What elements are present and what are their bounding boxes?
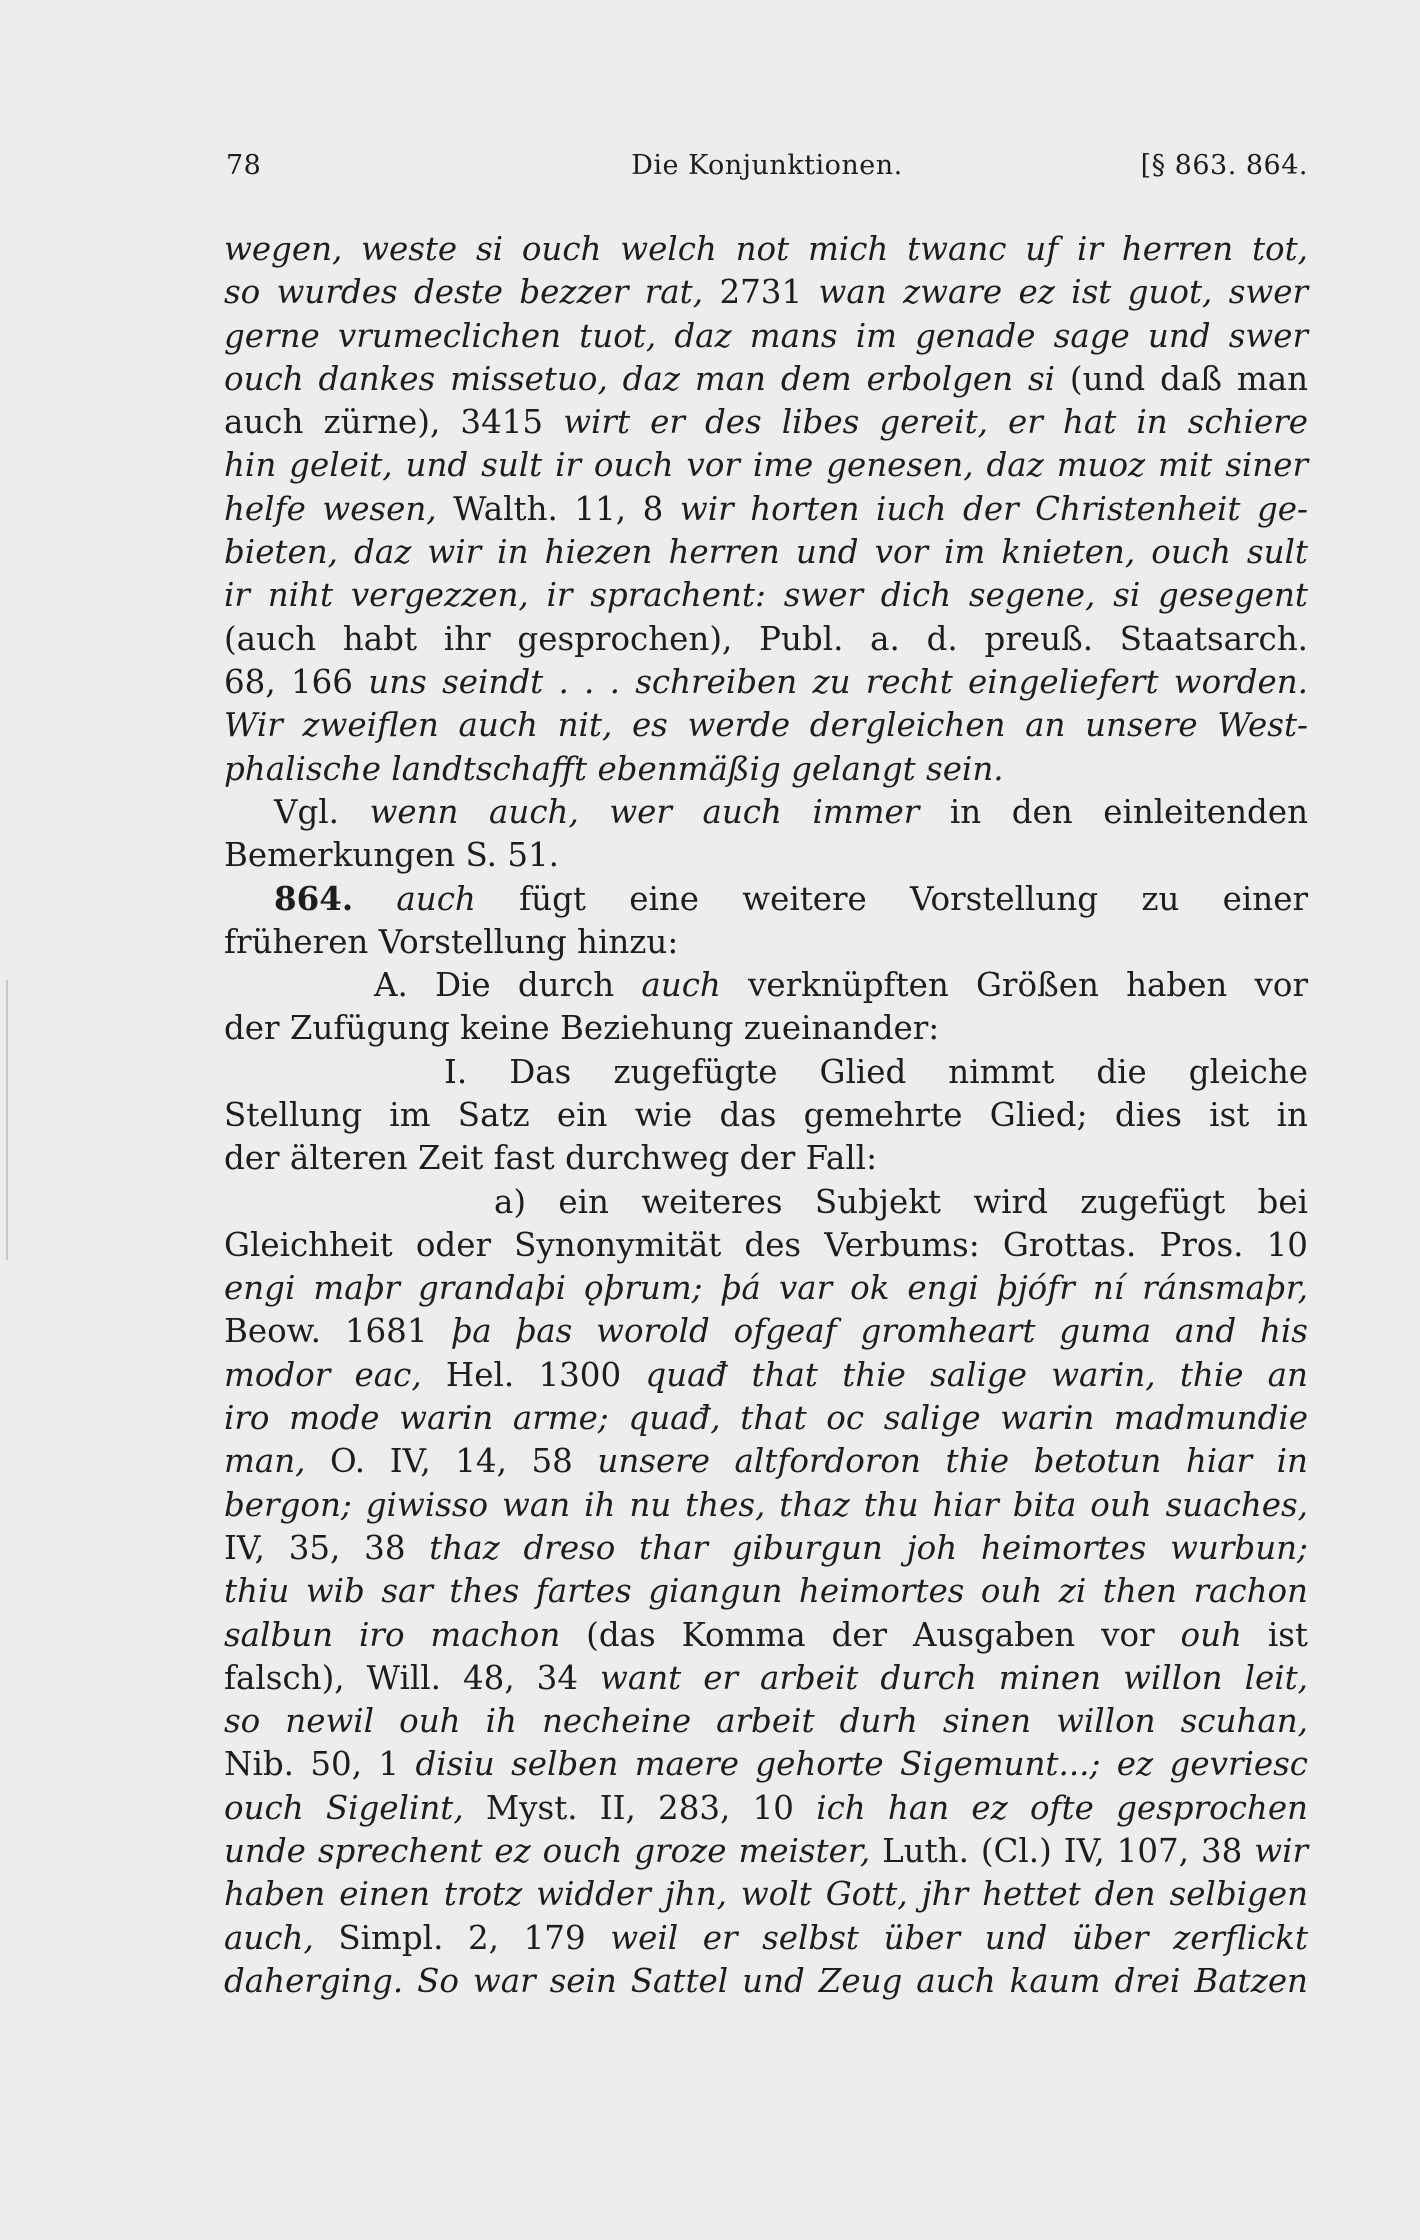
text-line <box>224 488 1308 531</box>
text-line <box>224 1094 1308 1137</box>
italic-text: ouch dankes missetuo, daz man dem erbolgen si <box>224 359 1056 398</box>
roman-text: fügt eine weitere Vorstellung zu einer <box>475 880 1308 919</box>
italic-text: so wurdes deste bezzer rat, <box>224 273 704 312</box>
text-line <box>224 1051 1308 1094</box>
italic-text: auch <box>641 966 721 1005</box>
roman-text: verknüpften Größen haben vor <box>720 966 1308 1005</box>
italic-text: daherging. So war sein Sattel und Zeug auch kaum drei Batzen <box>224 1961 1308 2000</box>
running-header <box>226 150 1308 190</box>
text-line <box>224 1787 1308 1830</box>
roman-text: Bemerkungen S. 51. <box>224 836 560 875</box>
text-line <box>224 964 1308 1007</box>
text-line <box>224 661 1308 704</box>
italic-text: engi maþr grandaþi ǫþrum; þá var ok engi þjófr ní ránsmaþr, <box>224 1269 1308 1308</box>
text-line <box>224 704 1308 747</box>
italic-text: disiu selben maere gehorte Sigemunt...; ez gevriesc <box>415 1745 1308 1784</box>
roman-text: Walth. 11, 8 <box>436 489 680 528</box>
text-line <box>224 401 1308 444</box>
text-line <box>224 1181 1308 1224</box>
text-line <box>224 1224 1308 1267</box>
italic-text: quađ that thie salige warin, thie an <box>645 1355 1308 1394</box>
text-line <box>224 1873 1308 1916</box>
italic-text: wir <box>1254 1831 1308 1870</box>
italic-text: want er arbeit durch minen willon leit, <box>600 1658 1308 1697</box>
roman-text: 68, 166 <box>224 662 369 701</box>
italic-text: ouh <box>1180 1615 1242 1654</box>
italic-text: helfe wesen, <box>224 489 437 528</box>
roman-text: Stellung im Satz ein wie das gemehrte Glied; dies ist in <box>224 1095 1308 1134</box>
italic-text: thaz dreso thar giburgun joh heimortes wurbun; <box>429 1528 1309 1567</box>
text-line <box>224 618 1308 661</box>
roman-text: Nib. 50, 1 <box>224 1745 416 1784</box>
roman-text: 2731 <box>703 273 819 312</box>
italic-text: hin geleit, und sult ir ouch vor ime genesen, daz muoz mit siner <box>224 446 1308 485</box>
text-line <box>224 1310 1308 1353</box>
roman-text <box>353 880 396 918</box>
italic-text: thiu wib sar thes fartes giangun heimortes ouh zi then rachon <box>224 1572 1308 1611</box>
roman-text: Beow. 1681 <box>224 1312 452 1351</box>
text-line <box>224 1570 1308 1613</box>
text-line <box>224 228 1308 271</box>
text-line <box>224 1743 1308 1786</box>
roman-text: ist <box>1241 1615 1308 1654</box>
roman-text: Myst. II, 283, 10 <box>463 1788 817 1827</box>
roman-text: Luth. (Cl.) IV, 107, 38 <box>870 1831 1255 1870</box>
italic-text: unsere altfordoron thie betotun hiar in <box>597 1442 1308 1481</box>
roman-text: in den einleitenden <box>919 792 1308 831</box>
running-title: Die Konjunktionen. <box>631 150 903 181</box>
text-line <box>224 748 1308 791</box>
italic-text: wegen, weste si ouch welch not mich twanc uf ir herren tot, <box>224 230 1308 268</box>
roman-text: auch zürne), 3415 <box>224 403 564 442</box>
italic-text: auch <box>396 880 476 919</box>
italic-text: wirt er des libes gereit, er hat in schiere <box>563 403 1308 442</box>
body-text <box>224 228 1308 2003</box>
roman-text: der Zufügung keine Beziehung zueinander: <box>224 1009 940 1048</box>
roman-text: O. IV, 14, 58 <box>305 1442 598 1481</box>
italic-text: Wir zweiflen auch nit, es werde dergleichen an unsere West- <box>224 706 1308 745</box>
italic-text: bieten, daz wir in hiezen herren und vor im knieten, ouch sult <box>224 533 1308 572</box>
text-line <box>224 1830 1308 1873</box>
italic-text: unde sprechent ez ouch groze meister, <box>224 1831 871 1870</box>
italic-text: haben einen trotz widder jhn, wolt Gott, jhr hettet den selbigen <box>224 1875 1308 1914</box>
text-line <box>224 921 1308 964</box>
italic-text: phalische landtschafft ebenmäßig gelangt sein. <box>224 749 1004 788</box>
italic-text: þa þas worold ofgeaf gromheart guma and his <box>451 1312 1308 1351</box>
italic-text: so newil ouh ih necheine arbeit durh sinen willon scuhan, <box>224 1702 1308 1741</box>
roman-text: früheren Vorstellung hinzu: <box>224 922 679 961</box>
italic-text: uns seindt . . . schreiben zu recht eingeliefert worden. <box>368 662 1308 701</box>
text-line <box>224 1527 1308 1570</box>
roman-text: Gleichheit oder Synonymität des Verbums: Grottas. Pros. 10 <box>224 1225 1308 1264</box>
roman-text: (das Komma der Ausgaben vor <box>560 1615 1181 1654</box>
text-line <box>224 791 1308 834</box>
text-line <box>224 1484 1308 1527</box>
text-line <box>224 1960 1308 2003</box>
text-line <box>224 1137 1308 1180</box>
text-line <box>224 1917 1308 1960</box>
italic-text: salbun iro machon <box>224 1615 561 1654</box>
text-line <box>224 877 1308 920</box>
text-line <box>224 1007 1308 1050</box>
text-line <box>224 1440 1308 1483</box>
text-line <box>224 1267 1308 1310</box>
italic-text: ir niht vergezzen, ir sprachent: swer dich segene, si gesegent <box>224 576 1308 615</box>
italic-text: ouch Sigelint, <box>224 1788 464 1827</box>
italic-text: bergon; giwisso wan ih nu thes, thaz thu hiar bita ouh suaches, <box>224 1485 1308 1524</box>
text-line <box>224 1397 1308 1440</box>
italic-text: auch, <box>224 1918 314 1957</box>
italic-text: modor eac, <box>224 1355 422 1394</box>
text-line <box>224 834 1308 877</box>
roman-text: (und daß man <box>1055 359 1308 398</box>
italic-text: wan zware ez ist guot, swer <box>818 273 1308 312</box>
italic-text: wir horten iuch der Christenheit ge- <box>679 489 1308 528</box>
italic-text: ich han ez ofte gesprochen <box>816 1788 1308 1827</box>
italic-text: wenn auch, wer auch immer <box>369 792 920 831</box>
scan-edge-line <box>6 980 8 1260</box>
text-line <box>224 1657 1308 1700</box>
text-line <box>224 1614 1308 1657</box>
text-line <box>224 1354 1308 1397</box>
text-line <box>224 1700 1308 1743</box>
italic-text: weil er selbst über und über zerflickt <box>610 1918 1309 1957</box>
roman-text: Simpl. 2, 179 <box>313 1918 611 1957</box>
roman-text: Hel. 1300 <box>421 1355 646 1394</box>
roman-text: (auch habt ihr gesprochen), Publ. a. d. preuß. Staatsarch. <box>224 619 1308 658</box>
text-line <box>224 574 1308 617</box>
roman-text: der älteren Zeit fast durchweg der Fall: <box>224 1139 878 1178</box>
section-reference: [§ 863. 864. <box>1140 150 1308 181</box>
roman-text: a) ein weiteres Subjekt wird zugefügt bei <box>494 1182 1308 1221</box>
text-line <box>224 531 1308 574</box>
roman-text: falsch), Will. 48, 34 <box>224 1658 601 1697</box>
page-number: 78 <box>226 150 262 181</box>
roman-text: Vgl. <box>274 792 370 831</box>
text-line <box>224 315 1308 358</box>
section-number: 864. <box>274 879 354 919</box>
roman-text: IV, 35, 38 <box>224 1528 430 1567</box>
text-line <box>224 358 1308 401</box>
text-line <box>224 444 1308 487</box>
roman-text: A. Die durch <box>374 966 642 1005</box>
text-line <box>224 271 1308 314</box>
italic-text: man, <box>224 1442 306 1481</box>
italic-text: iro mode warin arme; quađ, that oc salige warin madmundie <box>224 1399 1308 1438</box>
roman-text: I. Das zugefügte Glied nimmt die gleiche <box>444 1052 1308 1091</box>
italic-text: gerne vrumeclichen tuot, daz mans im genade sage und swer <box>224 316 1308 355</box>
